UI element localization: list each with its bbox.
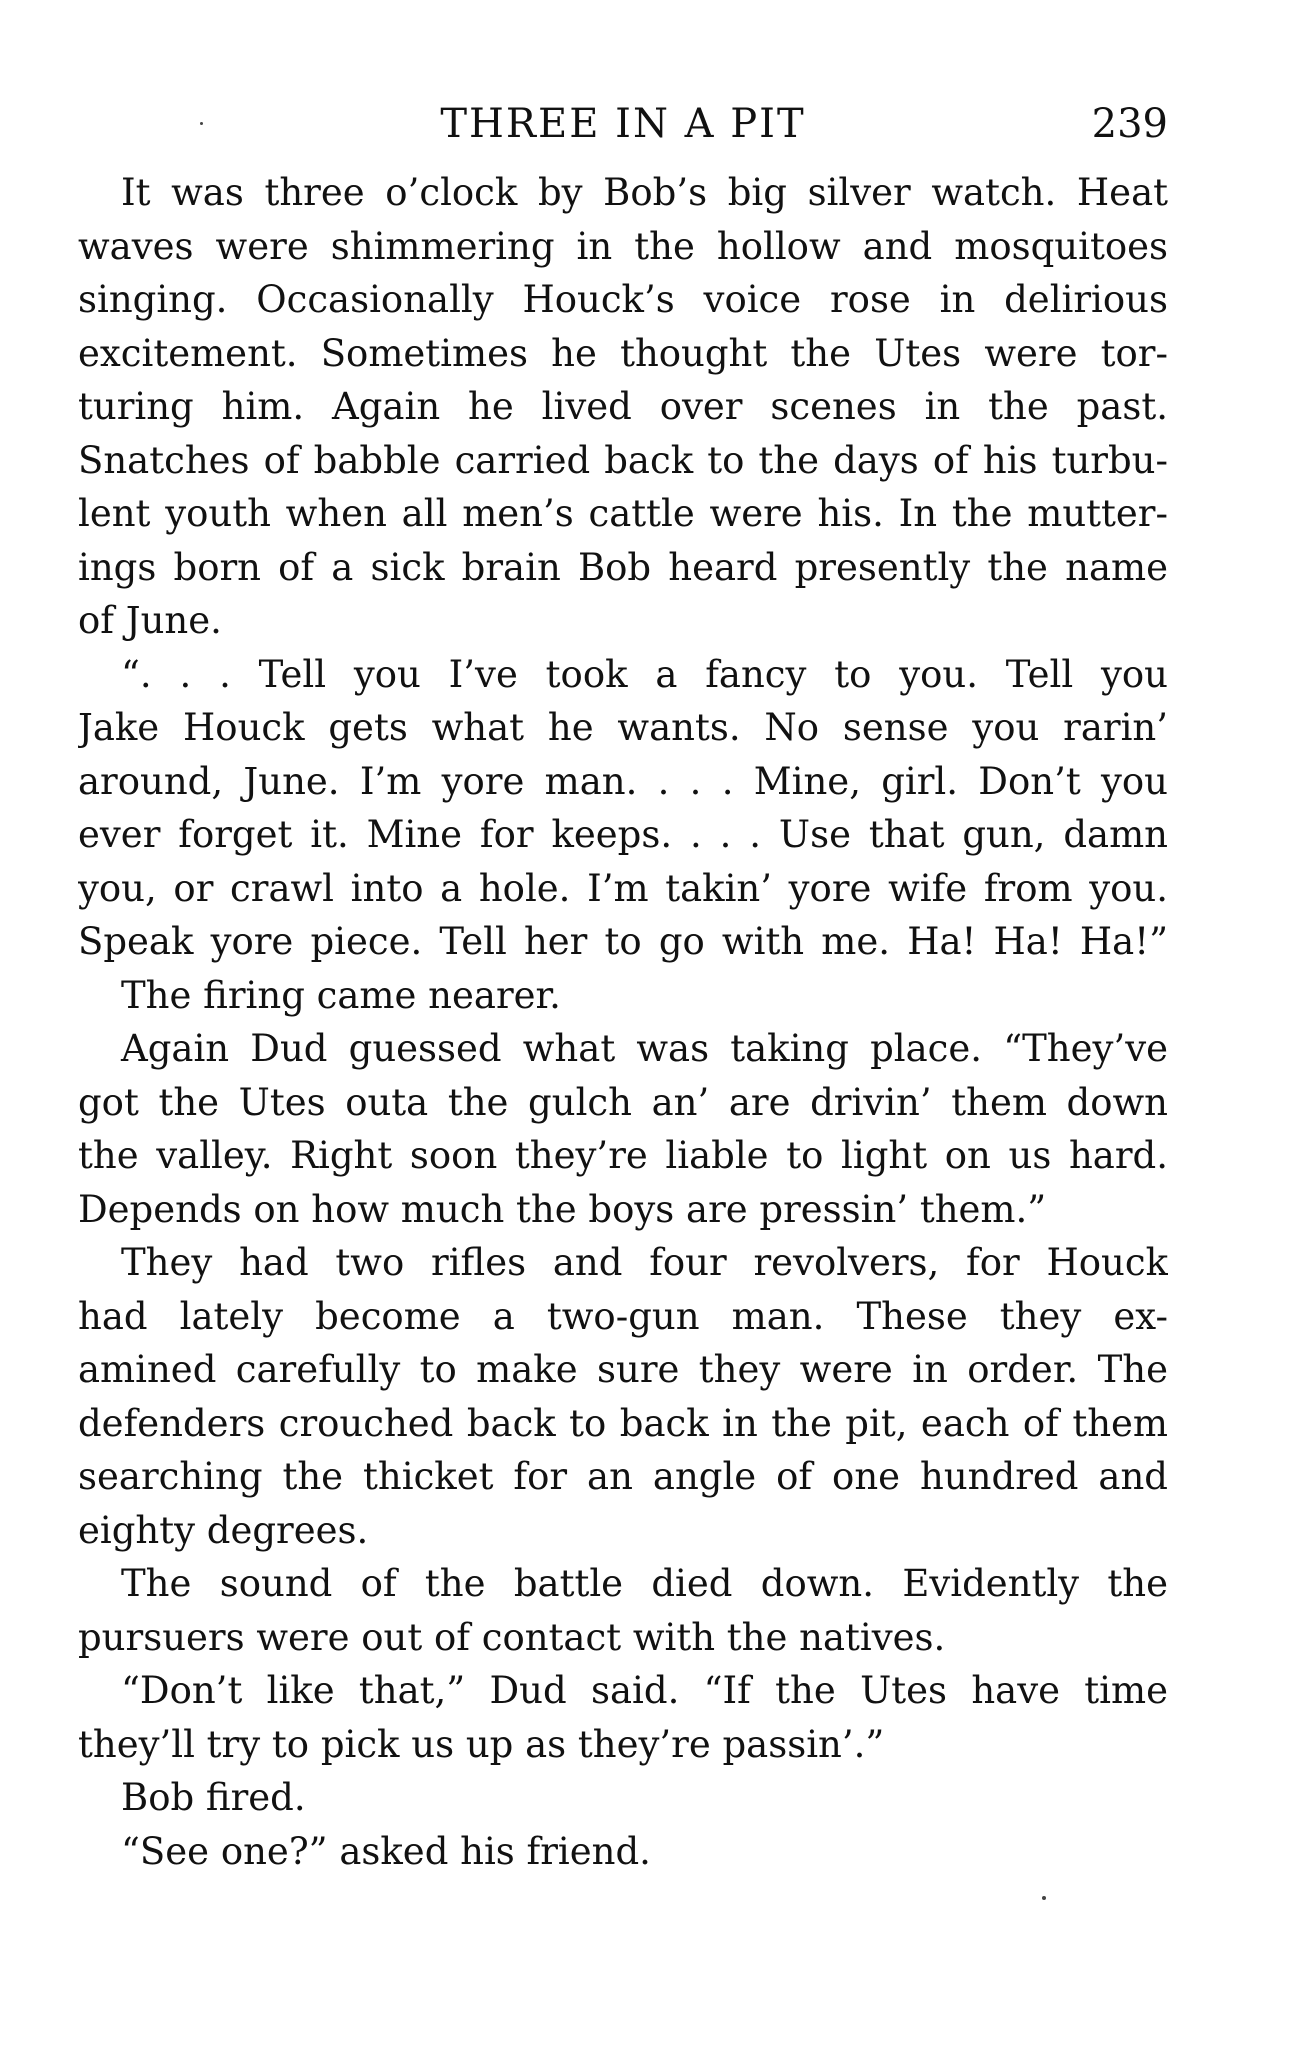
text-line: “Don’t like that,” Dud said. “If the Utes have time	[121, 1669, 1168, 1712]
text-line: around, June. I’m yore man. . . . Mine, girl. Don’t you	[78, 759, 1168, 803]
text-line: Again Dud guessed what was taking place. “They’ve	[121, 1027, 1168, 1070]
text-line: lent youth when all men’s cattle were his. In the mutter-	[78, 492, 1168, 535]
text-line: got the Utes outa the gulch an’ are drivin’ them down	[78, 1080, 1168, 1124]
text-line: “See one?” asked his friend.	[121, 1829, 651, 1873]
text-line: The firing came nearer.	[121, 973, 561, 1017]
text-line: waves were shimmering in the hollow and mosquitoes	[78, 224, 1168, 268]
text-line: the valley. Right soon they’re liable to light on us hard.	[78, 1134, 1168, 1177]
text-line: Bob fired.	[121, 1776, 306, 1819]
text-line: Snatches of babble carried back to the days of his turbu-	[78, 438, 1168, 482]
text-line: had lately become a two-gun man. These they ex-	[78, 1294, 1168, 1338]
text-line: amined carefully to make sure they were in order. The	[78, 1348, 1168, 1391]
text-line: The sound of the battle died down. Evidently the	[121, 1562, 1168, 1605]
text-line: ever forget it. Mine for keeps. . . . Use that gun, damn	[78, 813, 1168, 856]
text-line: of June.	[78, 599, 222, 642]
text-line: they’ll try to pick us up as they’re passin’.”	[78, 1722, 885, 1766]
text-line: searching the thicket for an angle of one hundred and	[78, 1455, 1168, 1498]
text-line: defenders crouched back to back in the pit, each of them	[78, 1401, 1168, 1445]
text-line: ings born of a sick brain Bob heard presently the name	[78, 545, 1168, 589]
text-line: turing him. Again he lived over scenes in the past.	[78, 385, 1168, 428]
ink-speck	[200, 122, 203, 125]
running-title: THREE IN A PIT	[440, 101, 806, 147]
text-line: Depends on how much the boys are pressin’ them.”	[78, 1187, 1047, 1231]
page-number: 239	[1091, 101, 1168, 147]
text-line: Speak yore piece. Tell her to go with me. Ha! Ha! Ha!”	[78, 920, 1168, 963]
page-header	[78, 96, 1168, 156]
text-line: “. . . Tell you I’ve took a fancy to you. Tell you	[121, 652, 1168, 696]
text-line: They had two rifles and four revolvers, for Houck	[121, 1241, 1168, 1284]
text-line: eighty degrees.	[78, 1508, 369, 1552]
ink-speck	[1042, 1896, 1046, 1900]
text-line: pursuers were out of contact with the natives.	[78, 1615, 946, 1659]
body-text	[78, 166, 1168, 1878]
text-line: It was three o’clock by Bob’s big silver watch. Heat	[121, 171, 1168, 214]
text-line: excitement. Sometimes he thought the Utes were tor-	[78, 331, 1168, 375]
text-line: singing. Occasionally Houck’s voice rose in delirious	[78, 278, 1168, 321]
text-line: you, or crawl into a hole. I’m takin’ yore wife from you.	[78, 866, 1168, 910]
text-line: Jake Houck gets what he wants. No sense you rarin’	[78, 706, 1168, 749]
